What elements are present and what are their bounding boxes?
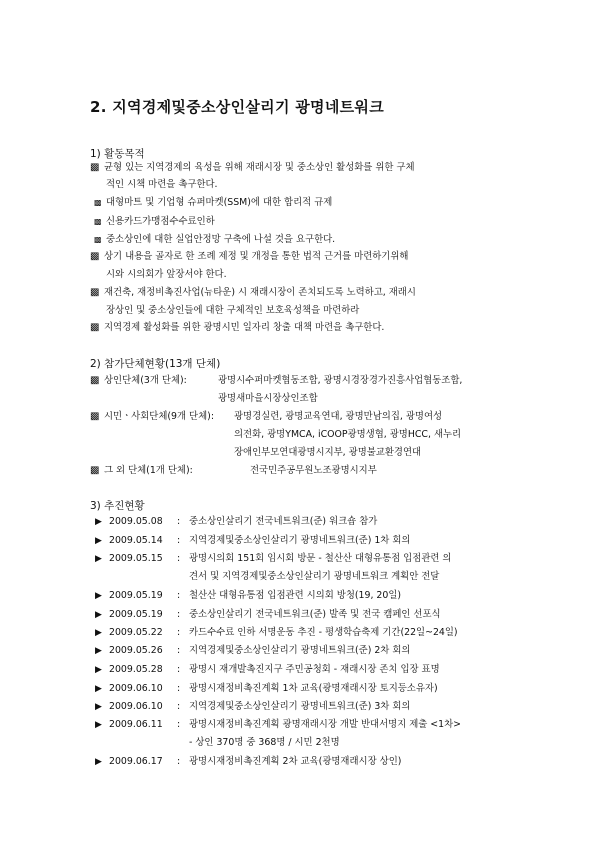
arrow-bullet-icon: ▶ xyxy=(95,757,102,767)
arrow-bullet-icon: ▶ xyxy=(95,628,102,638)
event-date: 2009.05.22 xyxy=(109,627,163,638)
purpose-item-1 xyxy=(90,162,415,174)
purpose-item-3-line-1: 신용카드가맹점수수료인하 xyxy=(106,216,215,227)
event-date: 2009.06.10 xyxy=(109,701,163,712)
progress-event-row xyxy=(95,609,441,621)
section-heading-purpose: 1) 활동목적 xyxy=(90,148,145,160)
event-date: 2009.05.19 xyxy=(109,609,163,620)
progress-event-row xyxy=(95,516,377,528)
arrow-bullet-icon: ▶ xyxy=(95,591,102,601)
square-bullet-icon: ▩ xyxy=(90,251,100,262)
progress-event-row xyxy=(95,756,401,768)
event-description: 중소상인살리기 전국네트워크(준) 워크숍 참가 xyxy=(189,516,378,527)
arrow-bullet-icon: ▶ xyxy=(95,665,102,675)
section-heading-progress: 3) 추진현황 xyxy=(90,500,145,512)
progress-event-row xyxy=(95,664,440,676)
purpose-item-2-line-1: 대형마트 및 기업형 슈퍼마켓(SSM)에 대한 합리적 규제 xyxy=(106,197,333,208)
participant-group-other-line-1: 전국민주공무원노조광명시지부 xyxy=(250,465,377,476)
participant-group-label: 시민ㆍ사회단체(9개 단체): xyxy=(104,411,214,422)
progress-event-row xyxy=(95,590,401,602)
square-bullet-icon: ▩ xyxy=(90,465,100,476)
purpose-item-4 xyxy=(94,234,335,246)
participant-group-merchants-line-1: 광명시수퍼마켓협동조합, 광명시경장경가진흥사업협동조합, xyxy=(218,375,463,386)
purpose-item-3 xyxy=(94,216,215,228)
purpose-item-5-cont: 시와 시의회가 앞장서야 한다. xyxy=(106,269,227,280)
progress-event-row xyxy=(95,701,410,713)
section-heading-participants: 2) 참가단체현황(13개 단체) xyxy=(90,358,221,370)
square-bullet-icon: ▩ xyxy=(94,217,102,226)
participant-group-other xyxy=(90,465,193,477)
event-separator: : xyxy=(177,590,181,601)
arrow-bullet-icon: ▶ xyxy=(95,536,102,546)
purpose-item-2 xyxy=(94,197,332,209)
event-description-cont: 견서 및 지역경제및중소상인살리기 광명네트워크 계획안 전달 xyxy=(189,571,440,582)
participant-group-civic xyxy=(90,411,214,423)
purpose-item-1-cont: 적인 시책 마련을 촉구한다. xyxy=(106,179,218,190)
event-separator: : xyxy=(177,535,181,546)
event-description: 지역경제및중소상인살리기 광명네트워크(준) 1차 회의 xyxy=(189,535,411,546)
progress-event-row xyxy=(95,553,451,565)
progress-event-row xyxy=(95,627,458,639)
progress-event-row xyxy=(95,535,410,547)
event-date: 2009.05.28 xyxy=(109,664,163,675)
arrow-bullet-icon: ▶ xyxy=(95,684,102,694)
event-date: 2009.05.15 xyxy=(109,553,163,564)
purpose-item-6-line-1: 재건축, 재정비촉진사업(뉴타운) 시 재래시장이 존치되도록 노력하고, 재래시 xyxy=(104,287,416,298)
progress-event-row xyxy=(95,645,410,657)
purpose-item-1-line-1: 균형 있는 지역경제의 육성을 위해 재래시장 및 중소상인 활성화를 위한 구체 xyxy=(104,162,415,173)
arrow-bullet-icon: ▶ xyxy=(95,610,102,620)
participant-group-label: 그 외 단체(1개 단체): xyxy=(104,465,193,476)
event-description: 광명시재정비촉진계획 1차 교육(광명재래시장 토지등소유자) xyxy=(189,683,438,694)
event-separator: : xyxy=(177,701,181,712)
square-bullet-icon: ▩ xyxy=(90,162,100,173)
purpose-item-7 xyxy=(90,322,384,334)
progress-event-row xyxy=(95,683,438,695)
participant-group-merchants-line-2: 광명새마을시장상인조합 xyxy=(218,393,318,404)
event-description: 철산산 대형유통점 입점관련 시의회 방청(19, 20일) xyxy=(189,590,402,601)
purpose-item-6 xyxy=(90,287,416,299)
event-separator: : xyxy=(177,756,181,767)
document-title: 2. 지역경제및중소상인살리기 광명네트워크 xyxy=(90,98,385,116)
event-date: 2009.06.10 xyxy=(109,683,163,694)
arrow-bullet-icon: ▶ xyxy=(95,720,102,730)
event-description: 카드수수료 인하 서명운동 추진 - 평생학습축제 기간(22일~24일) xyxy=(189,627,458,638)
event-date: 2009.05.08 xyxy=(109,516,163,527)
event-separator: : xyxy=(177,664,181,675)
event-separator: : xyxy=(177,627,181,638)
event-description: 광명시재정비촉진계획 광명재래시장 개발 반대서명지 제출 <1차> xyxy=(189,719,462,730)
event-description: 광명시 재개발촉진지구 주민공청회 - 재래시장 존치 입장 표명 xyxy=(189,664,440,675)
event-separator: : xyxy=(177,553,181,564)
purpose-item-5-line-1: 상기 내용을 골자로 한 조례 제정 및 개정을 통한 법적 근거를 마련하기위해 xyxy=(104,251,409,262)
square-bullet-icon: ▩ xyxy=(90,375,100,386)
participant-group-civic-line-1: 광명경실련, 광명교육연대, 광명만남의집, 광명여성 xyxy=(234,411,443,422)
square-bullet-icon: ▩ xyxy=(90,287,100,298)
event-description-cont: - 상인 370명 중 368명 / 시민 2천명 xyxy=(189,737,340,748)
participant-group-label: 상인단체(3개 단체): xyxy=(104,375,187,386)
event-separator: : xyxy=(177,683,181,694)
event-separator: : xyxy=(177,609,181,620)
arrow-bullet-icon: ▶ xyxy=(95,702,102,712)
arrow-bullet-icon: ▶ xyxy=(95,517,102,527)
event-date: 2009.06.11 xyxy=(109,719,163,730)
event-description: 중소상인살리기 전국네트워크(준) 발족 및 전국 캠페인 선포식 xyxy=(189,609,441,620)
participant-group-civic-line-3: 장애인부모연대광명시지부, 광명불교환경연대 xyxy=(234,447,422,458)
square-bullet-icon: ▩ xyxy=(90,411,100,422)
purpose-item-5 xyxy=(90,251,408,263)
participant-group-merchants xyxy=(90,375,187,387)
event-date: 2009.05.14 xyxy=(109,535,163,546)
event-description: 광명시의회 151회 임시회 방문 - 철산산 대형유통점 입점관련 의 xyxy=(189,553,452,564)
event-date: 2009.06.17 xyxy=(109,756,163,767)
arrow-bullet-icon: ▶ xyxy=(95,554,102,564)
purpose-item-6-cont: 장상인 및 중소상인들에 대한 구체적인 보호육성책을 마련하라 xyxy=(106,305,360,316)
square-bullet-icon: ▩ xyxy=(94,198,102,207)
event-description: 광명시재정비촉진계획 2차 교육(광명재래시장 상인) xyxy=(189,756,402,767)
event-separator: : xyxy=(177,645,181,656)
square-bullet-icon: ▩ xyxy=(94,235,102,244)
event-date: 2009.05.19 xyxy=(109,590,163,601)
arrow-bullet-icon: ▶ xyxy=(95,646,102,656)
event-description: 지역경제및중소상인살리기 광명네트워크(준) 2차 회의 xyxy=(189,645,411,656)
purpose-item-7-line-1: 지역경제 활성화를 위한 광명시민 일자리 창출 대책 마련을 촉구한다. xyxy=(104,322,385,333)
event-description: 지역경제및중소상인살리기 광명네트워크(준) 3차 회의 xyxy=(189,701,411,712)
purpose-item-4-line-1: 중소상인에 대한 실업안정망 구축에 나설 것을 요구한다. xyxy=(106,234,336,245)
participant-group-civic-line-2: 의전화, 광명YMCA, iCOOP광명생협, 광명HCC, 새누리 xyxy=(234,429,462,440)
event-separator: : xyxy=(177,516,181,527)
event-date: 2009.05.26 xyxy=(109,645,163,656)
square-bullet-icon: ▩ xyxy=(90,322,100,333)
event-separator: : xyxy=(177,719,181,730)
progress-event-row xyxy=(95,719,461,731)
